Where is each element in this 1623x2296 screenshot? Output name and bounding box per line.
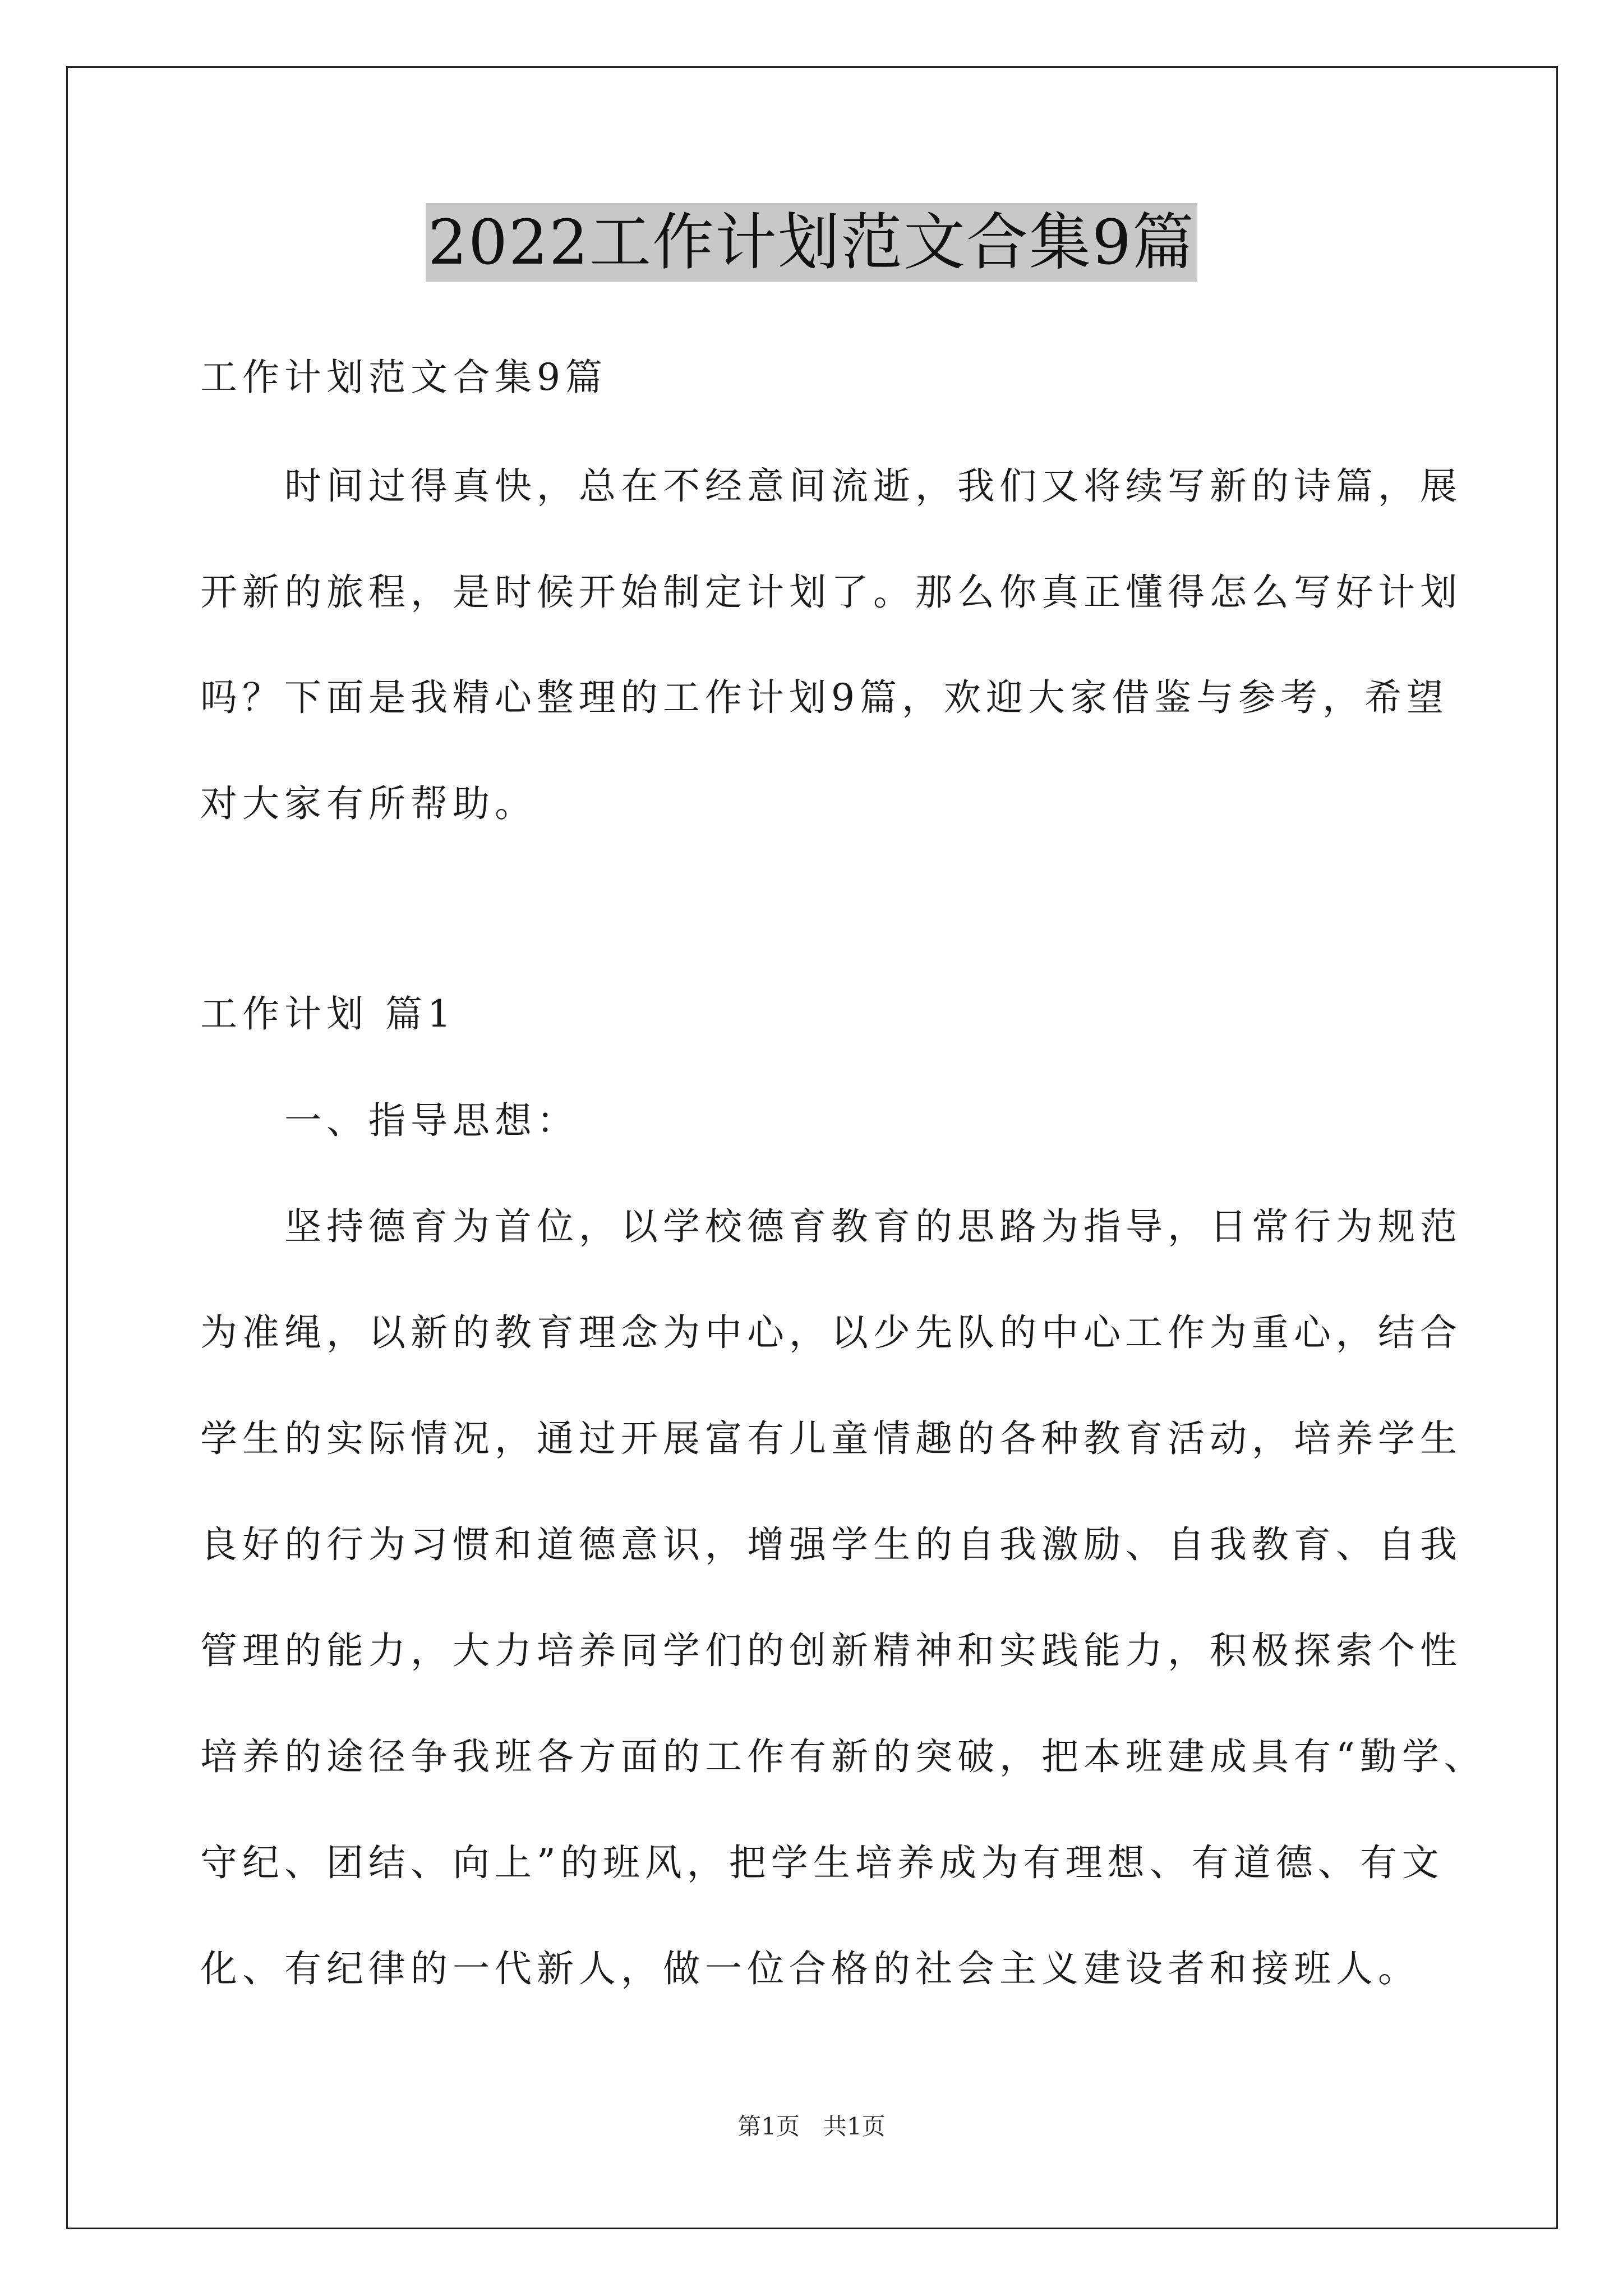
document-title: 2022工作计划范文合集9篇 (426, 203, 1197, 282)
body-line: 良好的行为习惯和道德意识，增强学生的自我激励、自我教育、自我 (200, 1523, 1462, 1566)
section-heading: 工作计划 篇1 (200, 992, 456, 1036)
intro-line: 开新的旅程，是时候开始制定计划了。那么你真正懂得怎么写好计划 (200, 570, 1462, 614)
body-line: 化、有纪律的一代新人，做一位合格的社会主义建设者和接班人。 (200, 1947, 1420, 1990)
intro-line: 时间过得真快，总在不经意间流逝，我们又将续写新的诗篇，展 (200, 464, 1462, 508)
body-line: 坚持德育为首位，以学校德育教育的思路为指导，日常行为规范 (200, 1205, 1462, 1248)
body-line: 为准绳，以新的教育理念为中心，以少先队的中心工作为重心，结合 (200, 1311, 1462, 1354)
title-container (0, 203, 1623, 282)
intro-line: 吗？下面是我精心整理的工作计划9篇，欢迎大家借鉴与参考，希望 (200, 676, 1449, 719)
document-subtitle: 工作计划范文合集9篇 (200, 356, 607, 399)
page-footer: 第1页 共1页 (737, 2113, 886, 2140)
intro-line: 对大家有所帮助。 (200, 782, 537, 825)
body-line: 管理的能力，大力培养同学们的创新精神和实践能力，积极探索个性 (200, 1629, 1462, 1672)
subheading: 一、指导思想： (200, 1099, 579, 1142)
body-line: 培养的途径争我班各方面的工作有新的突破，把本班建成具有“勤学、 (200, 1735, 1486, 1778)
body-line: 守纪、团结、向上”的班风，把学生培养成为有理想、有道德、有文 (200, 1841, 1444, 1884)
body-line: 学生的实际情况，通过开展富有儿童情趣的各种教育活动，培养学生 (200, 1417, 1462, 1460)
